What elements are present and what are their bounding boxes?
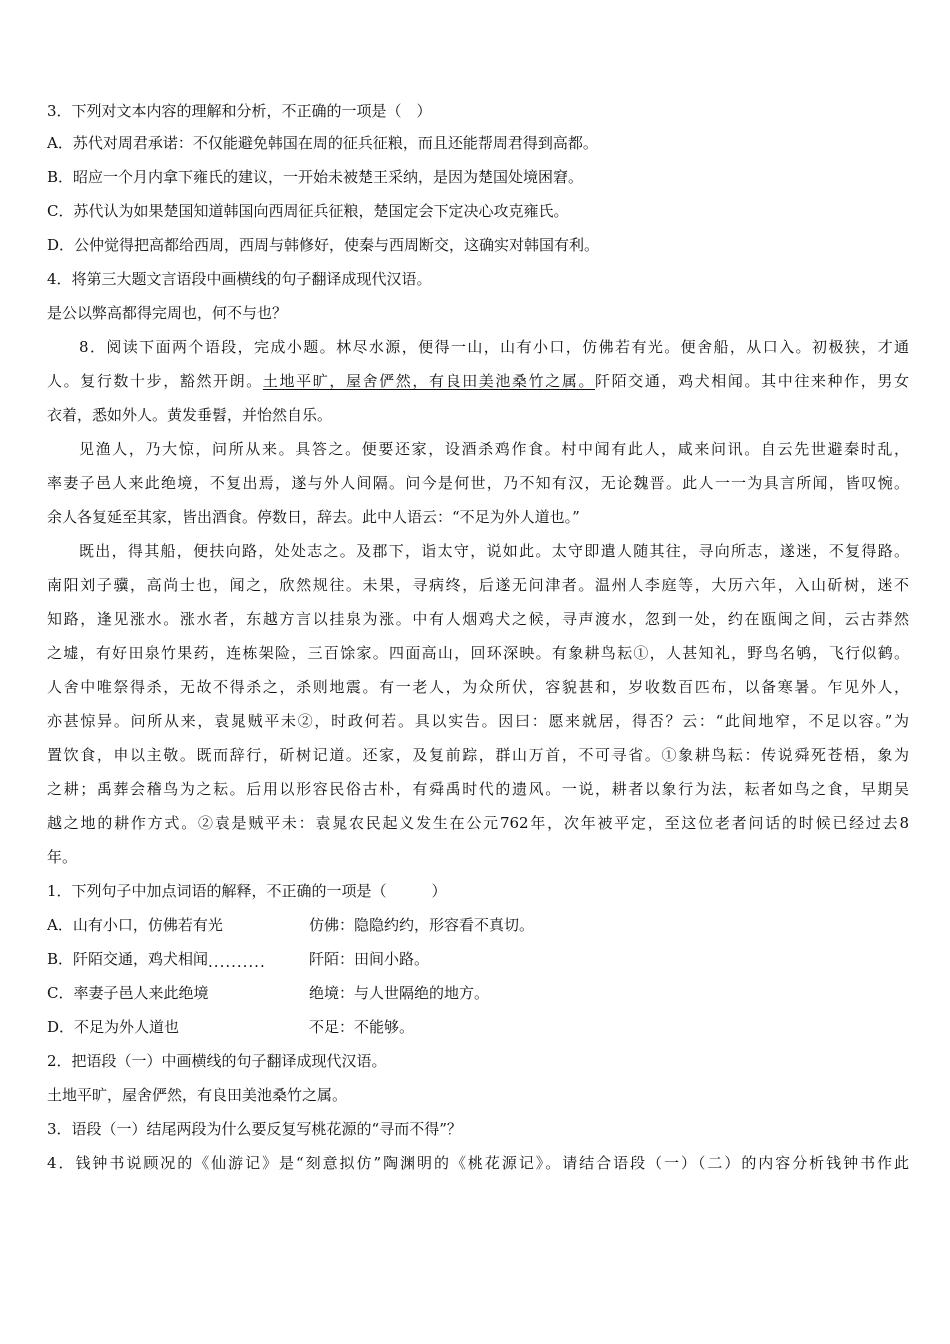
passage-1-line-2 bbox=[47, 364, 909, 398]
sub-question-1-option-a bbox=[47, 908, 909, 942]
passage-2-line-3: 余人各复延至其家，皆出酒食。停数日，辞去。此中人语云：“不足为外人道也。” bbox=[47, 508, 580, 526]
question-3-option-c: C．苏代认为如果楚国知道韩国向西周征兵征粮，楚国定会下定决心攻克雍氏。 bbox=[47, 202, 569, 220]
option-sentence: C．率妻子邑人来此绝境 bbox=[47, 984, 209, 1002]
passage-1-text: 人。复行数十步，豁然开朗。 bbox=[47, 372, 263, 390]
option-gloss: 绝境：与人世隔绝的地方。 bbox=[309, 984, 490, 1002]
option-sentence-with-dots bbox=[47, 942, 266, 976]
passage-3-line-5: 人舍中唯祭得杀，无故不得杀之，杀则地震。有一老人，为众所伏，容貌甚和，岁收数百匹布，以备寒暑。乍见外人， bbox=[47, 678, 909, 696]
sub-question-1-option-b bbox=[47, 942, 909, 976]
sub-question-4: 4．钱钟书说顾况的《仙游记》是“刻意拟仿”陶渊明的《桃花源记》。请结合语段（一）（二）的内容分析钱钟书作此 bbox=[47, 1154, 909, 1172]
option-sentence: B．阡陌交通，鸡犬相闻 bbox=[47, 950, 209, 968]
option-gloss: 仿佛：隐隐约约，形容看不真切。 bbox=[309, 916, 535, 934]
question-3: 3．下列对文本内容的理解和分析，不正确的一项是（ ） bbox=[47, 102, 432, 120]
passage-1-line-3: 衣着，悉如外人。黄发垂髫，并怡然自乐。 bbox=[47, 406, 333, 424]
passage-3-line-8: 之耕；禹葬会稽鸟为之耘。后用以形容民俗古朴，有舜禹时代的遗风。一说，耕者以象行为法，耘者如鸟之食，早期吴 bbox=[47, 780, 909, 798]
document-page bbox=[47, 96, 909, 1180]
passage-3-line-4: 之墟，有好田泉竹果药，连栋架险，三百馀家。四面高山，回环深映。有象耕鸟耘①，人甚知礼，野鸟名鸲，飞行似鹤。 bbox=[47, 644, 909, 662]
sub-question-3: 3．语段（一）结尾两段为什么要反复写桃花源的“寻而不得”？ bbox=[47, 1120, 462, 1138]
option-sentence: D．不足为外人道也 bbox=[47, 1018, 180, 1036]
passage-2-line-1: 见渔人，乃大惊，问所从来。具答之。便要还家，设酒杀鸡作食。村中闻有此人，咸来问讯。自云先世避秦时乱， bbox=[79, 440, 909, 458]
passage-1-line-1: 8．阅读下面两个语段，完成小题。林尽水源，便得一山，山有小口，仿佛若有光。便舍船，从口入。初极狭，才通 bbox=[79, 338, 909, 356]
passage-3-line-6: 亦甚惊异。问所从来，袁晁贼平未②，时政何若。具以实告。因曰：愿来就居，得否？云：“此间地窄，不足以容。”为 bbox=[47, 712, 909, 730]
question-4-sentence: 是公以弊高都得完周也，何不与也？ bbox=[47, 304, 288, 322]
passage-1-text: 阡陌交通，鸡犬相闻。其中往来种作，男女 bbox=[595, 372, 909, 390]
sub-question-2-sentence: 土地平旷，屋舍俨然，有良田美池桑竹之属。 bbox=[47, 1086, 348, 1104]
question-4: 4．将第三大题文言语段中画横线的句子翻译成现代汉语。 bbox=[47, 270, 432, 288]
question-3-option-d: D．公仲觉得把高都给西周，西周与韩修好，使秦与西周断交，这确实对韩国有利。 bbox=[47, 236, 600, 254]
passage-3-line-2: 南阳刘子骥，高尚士也，闻之，欣然规往。未果，寻病终，后遂无问津者。温州人李庭等，大历六年，入山斫树，迷不 bbox=[47, 576, 909, 594]
option-gloss: 阡陌：田间小路。 bbox=[309, 950, 430, 968]
sub-question-1-option-c bbox=[47, 976, 909, 1010]
sub-question-2: 2．把语段（一）中画横线的句子翻译成现代汉语。 bbox=[47, 1052, 387, 1070]
passage-3-line-3: 知路，逢见涨水。涨水者，东越方言以挂泉为涨。中有人烟鸡犬之候，寻声渡水，忽到一处，约在瓯闽之间，云古莽然 bbox=[47, 610, 909, 628]
sub-question-1: 1．下列句子中加点词语的解释，不正确的一项是（ ） bbox=[47, 882, 447, 900]
passage-2-line-2: 率妻子邑人来此绝境，不复出焉，遂与外人间隔。问今是何世，乃不知有汉，无论魏晋。此人一一为具言所闻，皆叹惋。 bbox=[47, 474, 909, 492]
option-gloss: 不足：不能够。 bbox=[309, 1018, 415, 1036]
passage-3-line-1: 既出，得其船，便扶向路，处处志之。及郡下，诣太守，说如此。太守即遣人随其往，寻向所志，遂迷，不复得路。 bbox=[79, 542, 909, 560]
passage-3-line-10: 年。 bbox=[47, 848, 78, 866]
question-3-option-b: B．昭应一个月内拿下雍氏的建议，一开始未被楚王采纳，是因为楚国处境困窘。 bbox=[47, 168, 584, 186]
passage-3-line-7: 置饮食，申以主敬。既而辞行，斫树记道。还家，及复前踪，群山万首，不可寻省。①象耕鸟耘：传说舜死苍梧，象为 bbox=[47, 746, 909, 764]
option-sentence: A．山有小口，仿佛若有光 bbox=[47, 916, 223, 934]
emphasis-dots: .......... bbox=[208, 953, 266, 971]
question-3-option-a: A．苏代对周君承诺：不仅能避免韩国在周的征兵征粮，而且还能帮周君得到高都。 bbox=[47, 134, 598, 152]
passage-3-line-9: 越之地的耕作方式。②袁是贼平未：袁晁农民起义发生在公元762年，次年被平定，至这位老者问话的时候已经过去8 bbox=[47, 814, 909, 832]
underlined-sentence: 土地平旷，屋舍俨然，有良田美池桑竹之属。 bbox=[262, 372, 596, 390]
sub-question-1-option-d bbox=[47, 1010, 909, 1044]
